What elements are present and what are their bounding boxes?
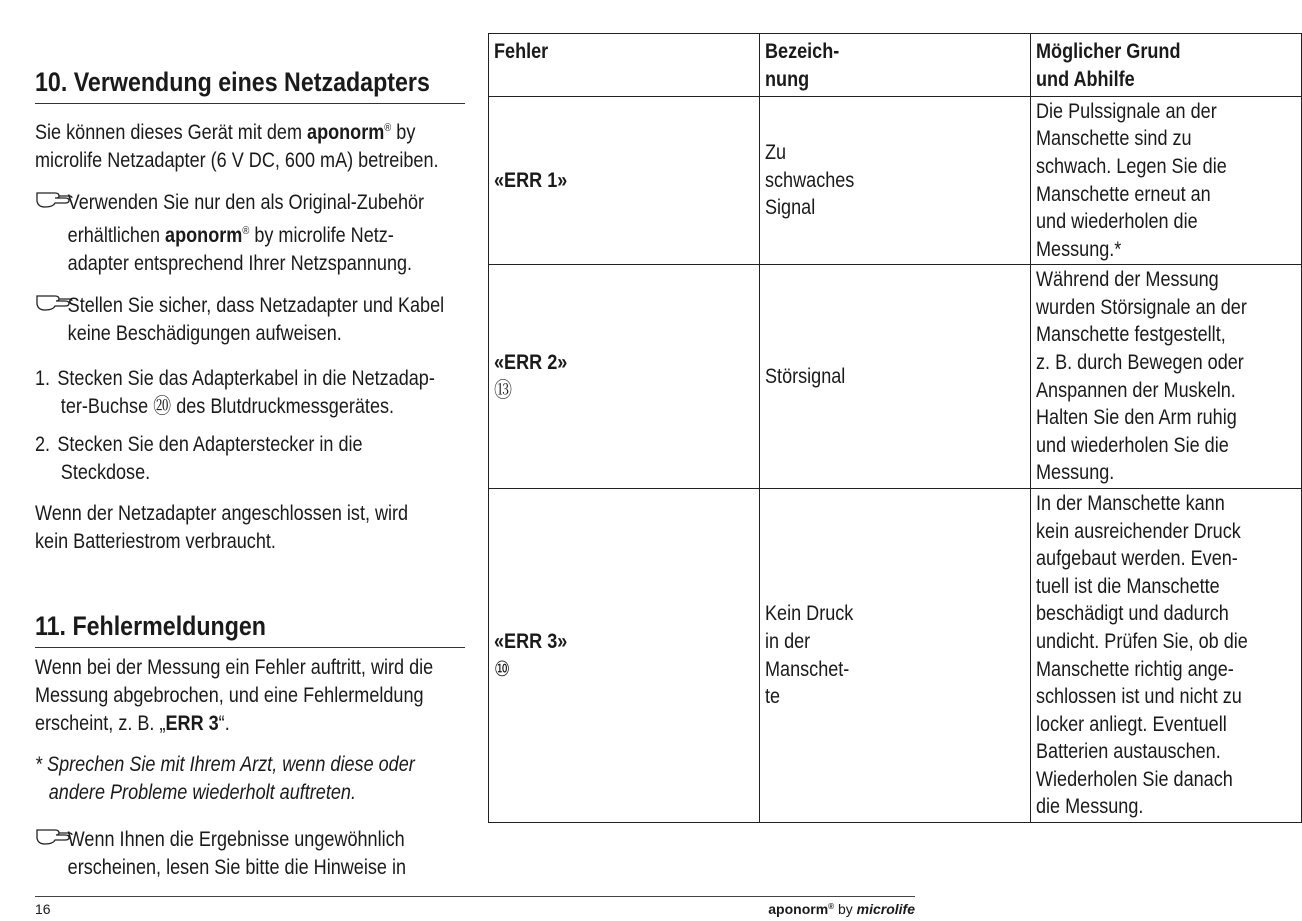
error-reason: Während der Messung wurden Störsignale an der Manschette festgestellt, z. B. durch Bewegen oder Anspannen der Muskeln. Halten Sie den Arm ruhig und wiederholen Sie die Messung. bbox=[1031, 265, 1302, 489]
error-code: «ERR 2» ⑬ bbox=[489, 265, 760, 489]
step-2: 2. Stecken Sie den Adapterstecker in die Steckdose. bbox=[35, 433, 363, 484]
header-grund: Möglicher Grund und Abhilfe bbox=[1031, 34, 1302, 97]
footnote: * Sprechen Sie mit Ihrem Arzt, wenn diese oder andere Probleme wiederholt auftreten. bbox=[35, 753, 415, 804]
error-reason: Die Pulssignale an der Manschette sind zu schwach. Legen Sie die Manschette erneut an und wiederholen die Messung.* bbox=[1031, 97, 1302, 265]
footer-divider bbox=[35, 896, 915, 897]
error-code: «ERR 3» ⑩ bbox=[489, 489, 760, 823]
table-header-row bbox=[489, 34, 1302, 97]
note-unusual-results: Wenn Ihnen die Ergebnisse ungewöhnlich erscheinen, lesen Sie bitte die Hinweise in bbox=[35, 826, 535, 882]
section-11-intro: Wenn bei der Messung ein Fehler auftritt, wird die Messung abgebrochen, und eine Fehlermeldung erscheint, z. B. „ERR 3“. bbox=[35, 656, 434, 735]
footer-brand: aponorm® by microlife bbox=[768, 901, 915, 917]
header-bezeichnung: Bezeich- nung bbox=[760, 34, 1031, 97]
note-original-accessories: Verwenden Sie nur den als Original-Zubehör erhältlichen aponorm® by microlife Netz- adapter entsprechend Ihrer Netzspannung. bbox=[35, 189, 535, 278]
table-row bbox=[489, 489, 1302, 823]
note-check-cable: Stellen Sie sicher, dass Netzadapter und Kabel keine Beschädigungen aufweisen. bbox=[35, 292, 535, 348]
error-reason: In der Manschette kann kein ausreichender Druck aufgebaut werden. Even- tuell ist die Manschette beschädigt und dadurch undicht. Prüfen Sie, ob die Manschette richtig ange- schlossen ist und nicht zu locker anliegt. Eventuell Batterien austauschen. Wiederholen Sie danach die Messung. bbox=[1031, 489, 1302, 823]
error-name: Kein Druck in der Manschet- te bbox=[760, 489, 1031, 823]
page-number: 16 bbox=[35, 901, 51, 917]
section-10-intro: Sie können dieses Gerät mit dem aponorm® by microlife Netzadapter (6 V DC, 600 mA) betreiben. bbox=[35, 121, 439, 172]
error-name: Zu schwaches Signal bbox=[760, 97, 1031, 265]
error-name: Störsignal bbox=[760, 265, 1031, 489]
table-row bbox=[489, 265, 1302, 489]
section-10-outro: Wenn der Netzadapter angeschlossen ist, wird kein Batteriestrom verbraucht. bbox=[35, 502, 409, 553]
header-fehler: Fehler bbox=[489, 34, 760, 97]
error-table bbox=[488, 33, 1302, 823]
step-1: 1. Stecken Sie das Adapterkabel in die Netzadap- ter-Buchse ⑳ des Blutdruckmessgerätes. bbox=[35, 367, 435, 418]
table-row bbox=[489, 97, 1302, 265]
section-10-heading: 10. Verwendung eines Netzadapters bbox=[35, 66, 465, 104]
section-11-heading: 11. Fehlermeldungen bbox=[35, 610, 465, 648]
error-code: «ERR 1» bbox=[489, 97, 760, 265]
